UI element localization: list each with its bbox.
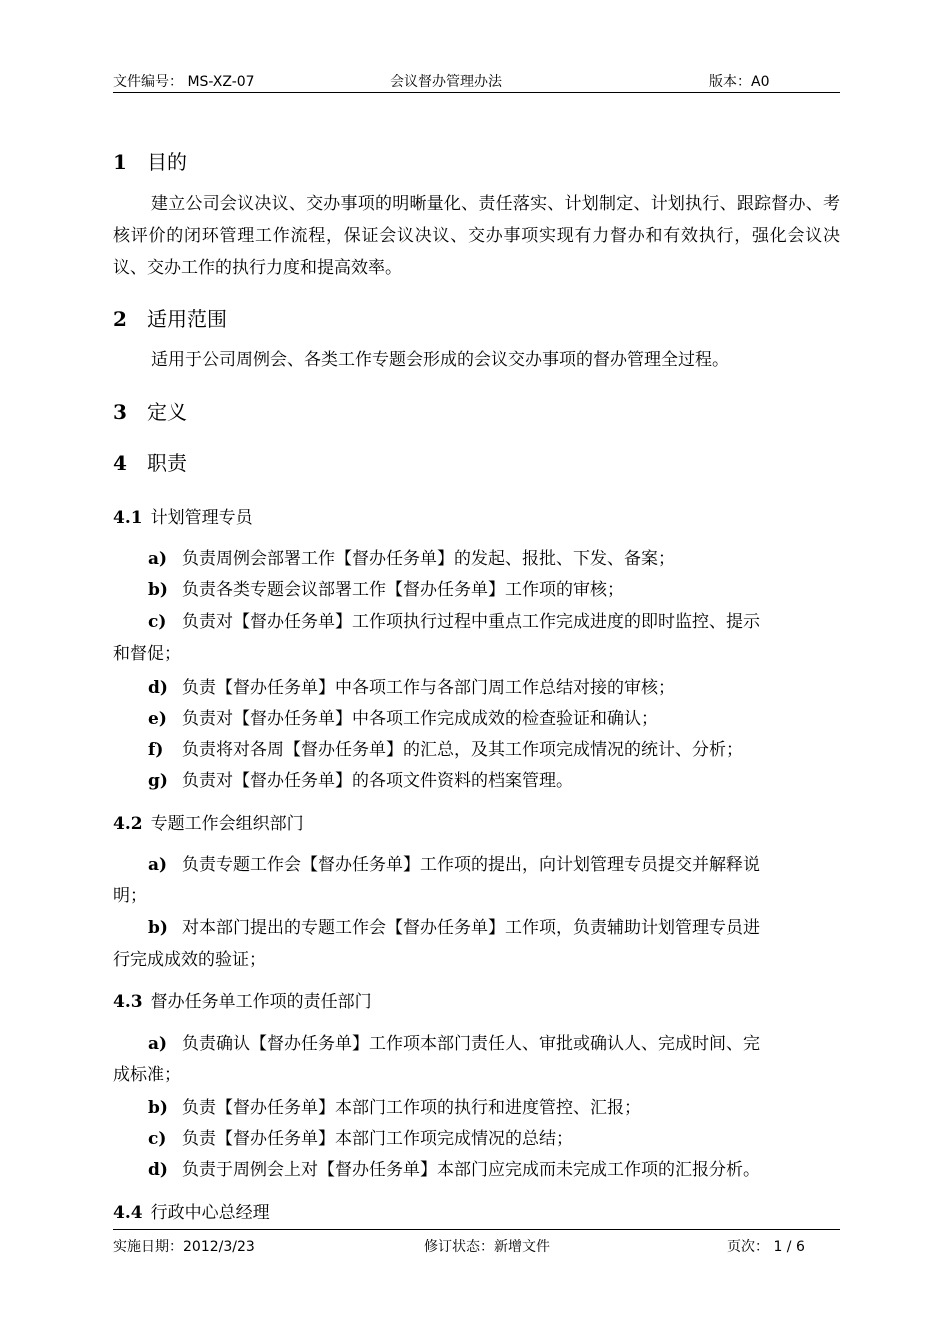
- doc-title: 会议督办管理办法: [390, 74, 502, 90]
- page-footer: [113, 1229, 840, 1258]
- list-item: d) 负责于周例会上对【督办任务单】本部门应完成而未完成工作项的汇报分析。: [148, 1160, 760, 1180]
- list-item: c) 负责对【督办任务单】工作项执行过程中重点工作完成进度的即时监控、提示: [148, 612, 760, 632]
- list-item-continuation: 成标准；: [113, 1065, 181, 1085]
- page-header: [113, 68, 840, 93]
- doc-number: 文件编号： MS-XZ-07: [113, 74, 255, 90]
- list-item: b) 负责各类专题会议部署工作【督办任务单】工作项的审核；: [148, 580, 624, 600]
- section-heading-4: 4 职责: [113, 451, 187, 475]
- revision-status: 修订状态：新增文件: [424, 1239, 550, 1255]
- section-heading-1: 1 目的: [113, 150, 187, 174]
- list-item: e) 负责对【督办任务单】中各项工作完成成效的检查验证和确认；: [148, 709, 658, 729]
- list-item-continuation: 明；: [113, 886, 147, 906]
- subsection-heading-4-1: 4.1 计划管理专员: [113, 508, 253, 528]
- section-1-body: 建立公司会议决议、交办事项的明晰量化、责任落实、计划制定、计划执行、跟踪督办、考核评价的闭环管理工作流程，保证会议决议、交办事项实现有力督办和有效执行，强化会议决议、交办工作的执行力度和提高效率。: [113, 194, 840, 278]
- list-item: a) 负责专题工作会【督办任务单】工作项的提出，向计划管理专员提交并解释说: [148, 855, 760, 875]
- subsection-heading-4-3: 4.3 督办任务单工作项的责任部门: [113, 992, 372, 1012]
- list-item: c) 负责【督办任务单】本部门工作项完成情况的总结；: [148, 1129, 573, 1149]
- section-2-body: 适用于公司周例会、各类工作专题会形成的会议交办事项的督办管理全过程。: [151, 350, 729, 370]
- subsection-heading-4-4: 4.4 行政中心总经理: [113, 1203, 270, 1223]
- doc-version: 版本：A0: [709, 74, 770, 90]
- section-heading-3: 3 定义: [113, 400, 187, 424]
- list-item: a) 负责确认【督办任务单】工作项本部门责任人、审批或确认人、完成时间、完: [148, 1034, 760, 1054]
- list-item: a) 负责周例会部署工作【督办任务单】的发起、报批、下发、备案；: [148, 549, 675, 569]
- list-item: f) 负责将对各周【督办任务单】的汇总，及其工作项完成情况的统计、分析；: [148, 740, 743, 760]
- subsection-heading-4-2: 4.2 专题工作会组织部门: [113, 814, 304, 834]
- list-item: d) 负责【督办任务单】中各项工作与各部门周工作总结对接的审核；: [148, 678, 675, 698]
- implementation-date: 实施日期：2012/3/23: [113, 1239, 255, 1255]
- list-item: g) 负责对【督办任务单】的各项文件资料的档案管理。: [148, 771, 573, 791]
- list-item-continuation: 和督促；: [113, 644, 181, 664]
- section-heading-2: 2 适用范围: [113, 307, 227, 331]
- list-item: b) 负责【督办任务单】本部门工作项的执行和进度管控、汇报；: [148, 1098, 641, 1118]
- list-item-continuation: 行完成成效的验证；: [113, 950, 266, 970]
- list-item: b) 对本部门提出的专题工作会【督办任务单】工作项，负责辅助计划管理专员进: [148, 918, 760, 938]
- page-number: 页次： 1 / 6: [727, 1239, 805, 1255]
